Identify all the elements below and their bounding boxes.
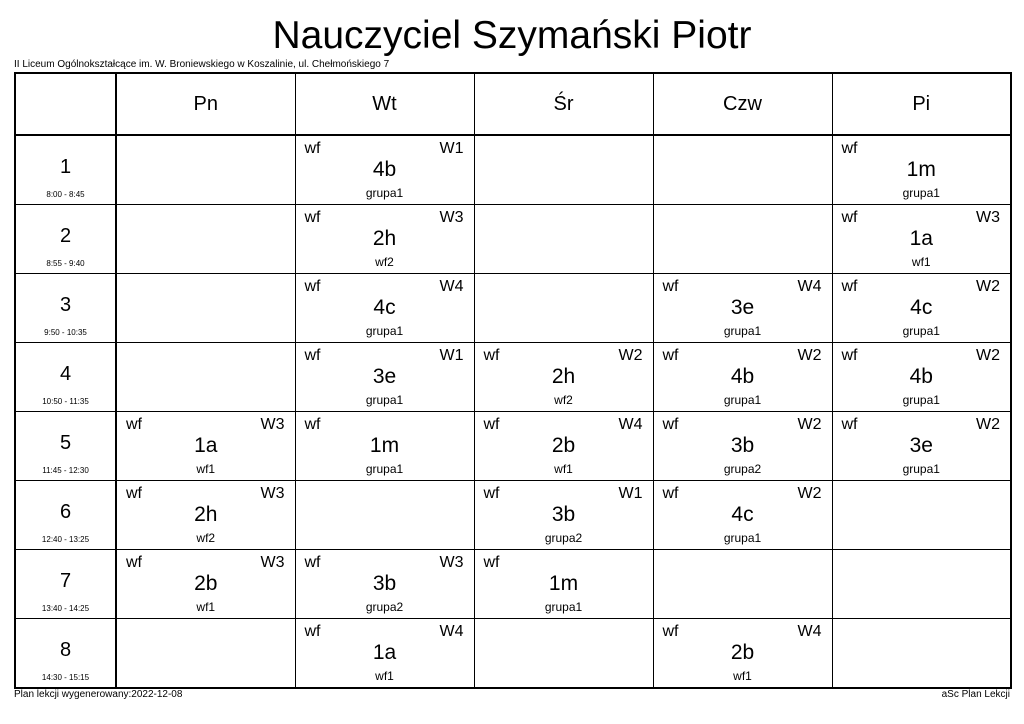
period-time: 11:45 - 12:30 (42, 466, 89, 475)
lesson-class: 1m (548, 572, 579, 595)
lesson-class: 4b (909, 365, 933, 388)
empty-slot (474, 205, 653, 274)
period-number: 6 (59, 501, 72, 523)
lesson-group: grupa2 (723, 462, 762, 476)
lesson-room: W2 (976, 347, 1000, 364)
lesson-group: wf1 (196, 600, 216, 614)
lesson-cell (474, 343, 653, 412)
page-title: Nauczyciel Szymański Piotr (272, 14, 752, 57)
lesson-room: W1 (439, 347, 464, 364)
lesson-subject: wf (483, 347, 500, 364)
lesson-cell (295, 550, 474, 619)
period-row (15, 619, 1011, 689)
lesson-class: 2h (194, 503, 218, 526)
lesson-subject: wf (841, 209, 858, 226)
lesson-class: 4c (910, 296, 933, 319)
day-header-wt: Wt (295, 73, 474, 135)
lesson-cell (832, 274, 1011, 343)
lesson-cell (832, 343, 1011, 412)
empty-slot (116, 274, 295, 343)
lesson-cell (295, 619, 474, 689)
empty-slot (653, 135, 832, 205)
empty-slot (474, 274, 653, 343)
period-row (15, 274, 1011, 343)
lesson-cell (653, 343, 832, 412)
lesson-cell (295, 135, 474, 205)
days-header-row (15, 73, 1011, 135)
lesson-class: 1a (372, 641, 397, 664)
lesson-room: W3 (439, 554, 464, 571)
lesson-cell (653, 274, 832, 343)
lesson-group: wf2 (554, 393, 573, 407)
lesson-cell (295, 205, 474, 274)
period-time: 12:40 - 13:25 (41, 535, 90, 544)
lesson-class: 2b (730, 641, 755, 664)
lesson-subject: wf (126, 554, 142, 571)
lesson-class: 3b (551, 503, 576, 526)
lesson-cell (474, 412, 653, 481)
empty-slot (653, 550, 832, 619)
empty-slot (832, 619, 1011, 689)
lesson-room: W1 (439, 140, 464, 157)
empty-slot (653, 205, 832, 274)
lesson-cell (116, 412, 295, 481)
lesson-cell (295, 412, 474, 481)
lesson-room: W4 (797, 278, 822, 295)
lesson-cell (832, 135, 1011, 205)
lesson-room: W3 (260, 416, 285, 433)
lesson-class: 2h (551, 365, 576, 388)
timetable (14, 72, 1012, 689)
lesson-subject: wf (841, 347, 858, 364)
app-credit: aSc Plan Lekcji (941, 689, 1010, 700)
lesson-subject: wf (126, 416, 142, 433)
period-number: 8 (59, 639, 72, 661)
lesson-subject: wf (126, 485, 142, 502)
lesson-group: wf1 (375, 669, 394, 683)
period-time: 8:55 - 9:40 (46, 259, 85, 268)
lesson-room: W2 (797, 485, 822, 502)
empty-slot (474, 135, 653, 205)
period-header (15, 481, 116, 550)
lesson-group: grupa2 (544, 531, 583, 545)
lesson-group: wf1 (911, 255, 931, 269)
lesson-class: 2b (551, 434, 576, 457)
lesson-group: grupa1 (544, 600, 583, 614)
lesson-subject: wf (483, 554, 500, 571)
lesson-group: grupa1 (723, 393, 762, 407)
lesson-subject: wf (841, 416, 858, 433)
lesson-cell (653, 481, 832, 550)
lesson-group: wf2 (196, 531, 216, 545)
empty-slot (832, 550, 1011, 619)
period-row (15, 550, 1011, 619)
period-header (15, 135, 116, 205)
lesson-subject: wf (304, 554, 321, 571)
lesson-room: W2 (976, 278, 1000, 295)
lesson-cell (832, 412, 1011, 481)
lesson-group: grupa1 (365, 186, 404, 200)
lesson-cell (653, 412, 832, 481)
lesson-cell (474, 550, 653, 619)
lesson-cell (653, 619, 832, 689)
lesson-group: wf1 (196, 462, 216, 476)
lesson-class: 1a (194, 434, 218, 457)
lesson-class: 4b (372, 158, 397, 181)
lesson-group: wf1 (733, 669, 752, 683)
generated-date: Plan lekcji wygenerowany:2022-12-08 (14, 689, 183, 700)
period-row (15, 481, 1011, 550)
period-row (15, 135, 1011, 205)
empty-slot (116, 343, 295, 412)
lesson-group: grupa1 (902, 462, 940, 476)
lesson-group: grupa1 (902, 186, 940, 200)
school-name: II Liceum Ogólnokształcące im. W. Broniewskiego w Koszalinie, ul. Chełmońskiego 7 (14, 59, 390, 70)
lesson-subject: wf (483, 485, 500, 502)
lesson-room: W3 (260, 554, 285, 571)
lesson-cell (474, 481, 653, 550)
lesson-subject: wf (662, 347, 679, 364)
lesson-room: W2 (618, 347, 643, 364)
period-header (15, 343, 116, 412)
lesson-room: W1 (618, 485, 643, 502)
empty-slot (832, 481, 1011, 550)
lesson-class: 2b (194, 572, 218, 595)
lesson-room: W4 (439, 623, 464, 640)
lesson-group: grupa2 (365, 600, 404, 614)
lesson-room: W2 (797, 347, 822, 364)
period-row (15, 412, 1011, 481)
lesson-class: 3e (730, 296, 755, 319)
corner-cell (15, 73, 116, 135)
day-header-pi: Pi (832, 73, 1011, 135)
day-header-czw: Czw (653, 73, 832, 135)
lesson-class: 1m (906, 158, 936, 181)
period-number: 7 (59, 570, 72, 592)
lesson-room: W4 (618, 416, 643, 433)
day-header-sr: Śr (474, 73, 653, 135)
lesson-subject: wf (304, 140, 321, 157)
lesson-class: 1m (369, 434, 400, 457)
lesson-subject: wf (304, 623, 321, 640)
period-time: 14:30 - 15:15 (41, 673, 90, 682)
lesson-group: grupa1 (723, 531, 762, 545)
lesson-subject: wf (841, 278, 858, 295)
lesson-cell (832, 205, 1011, 274)
empty-slot (116, 205, 295, 274)
lesson-cell (295, 343, 474, 412)
lesson-class: 1a (909, 227, 933, 250)
lesson-subject: wf (304, 416, 321, 433)
lesson-subject: wf (662, 485, 679, 502)
lesson-room: W3 (439, 209, 464, 226)
lesson-group: grupa1 (365, 324, 404, 338)
lesson-class: 3b (372, 572, 397, 595)
lesson-subject: wf (304, 278, 321, 295)
empty-slot (474, 619, 653, 689)
period-row (15, 205, 1011, 274)
day-header-pn: Pn (116, 73, 295, 135)
lesson-subject: wf (304, 347, 321, 364)
lesson-class: 3e (372, 365, 397, 388)
lesson-class: 4b (730, 365, 755, 388)
lesson-group: grupa1 (365, 462, 404, 476)
lesson-group: grupa1 (365, 393, 404, 407)
period-time: 9:50 - 10:35 (44, 328, 87, 337)
lesson-subject: wf (483, 416, 500, 433)
period-time: 8:00 - 8:45 (46, 190, 85, 199)
lesson-group: grupa1 (902, 324, 940, 338)
lesson-subject: wf (841, 140, 858, 157)
lesson-subject: wf (662, 623, 679, 640)
lesson-group: wf2 (375, 255, 394, 269)
empty-slot (116, 619, 295, 689)
period-number: 4 (59, 363, 72, 385)
period-header (15, 619, 116, 689)
lesson-room: W3 (260, 485, 285, 502)
lesson-group: wf1 (554, 462, 573, 476)
period-header (15, 205, 116, 274)
period-row (15, 343, 1011, 412)
lesson-subject: wf (304, 209, 321, 226)
lesson-class: 2h (372, 227, 397, 250)
period-number: 1 (59, 156, 72, 178)
period-number: 5 (59, 432, 72, 454)
lesson-room: W4 (439, 278, 464, 295)
lesson-subject: wf (662, 416, 679, 433)
period-header (15, 274, 116, 343)
lesson-group: grupa1 (902, 393, 940, 407)
period-number: 3 (59, 294, 72, 316)
lesson-class: 3e (909, 434, 933, 457)
period-number: 2 (59, 225, 72, 247)
lesson-room: W3 (976, 209, 1000, 226)
lesson-room: W2 (797, 416, 822, 433)
empty-slot (295, 481, 474, 550)
lesson-cell (116, 550, 295, 619)
lesson-cell (295, 274, 474, 343)
lesson-class: 4c (373, 296, 396, 319)
empty-slot (116, 135, 295, 205)
lesson-group: grupa1 (723, 324, 762, 338)
lesson-class: 3b (730, 434, 755, 457)
period-header (15, 550, 116, 619)
period-time: 10:50 - 11:35 (42, 397, 89, 406)
period-header (15, 412, 116, 481)
lesson-room: W4 (797, 623, 822, 640)
lesson-room: W2 (976, 416, 1000, 433)
lesson-subject: wf (662, 278, 679, 295)
period-time: 13:40 - 14:25 (41, 604, 90, 613)
lesson-cell (116, 481, 295, 550)
lesson-class: 4c (731, 503, 754, 526)
